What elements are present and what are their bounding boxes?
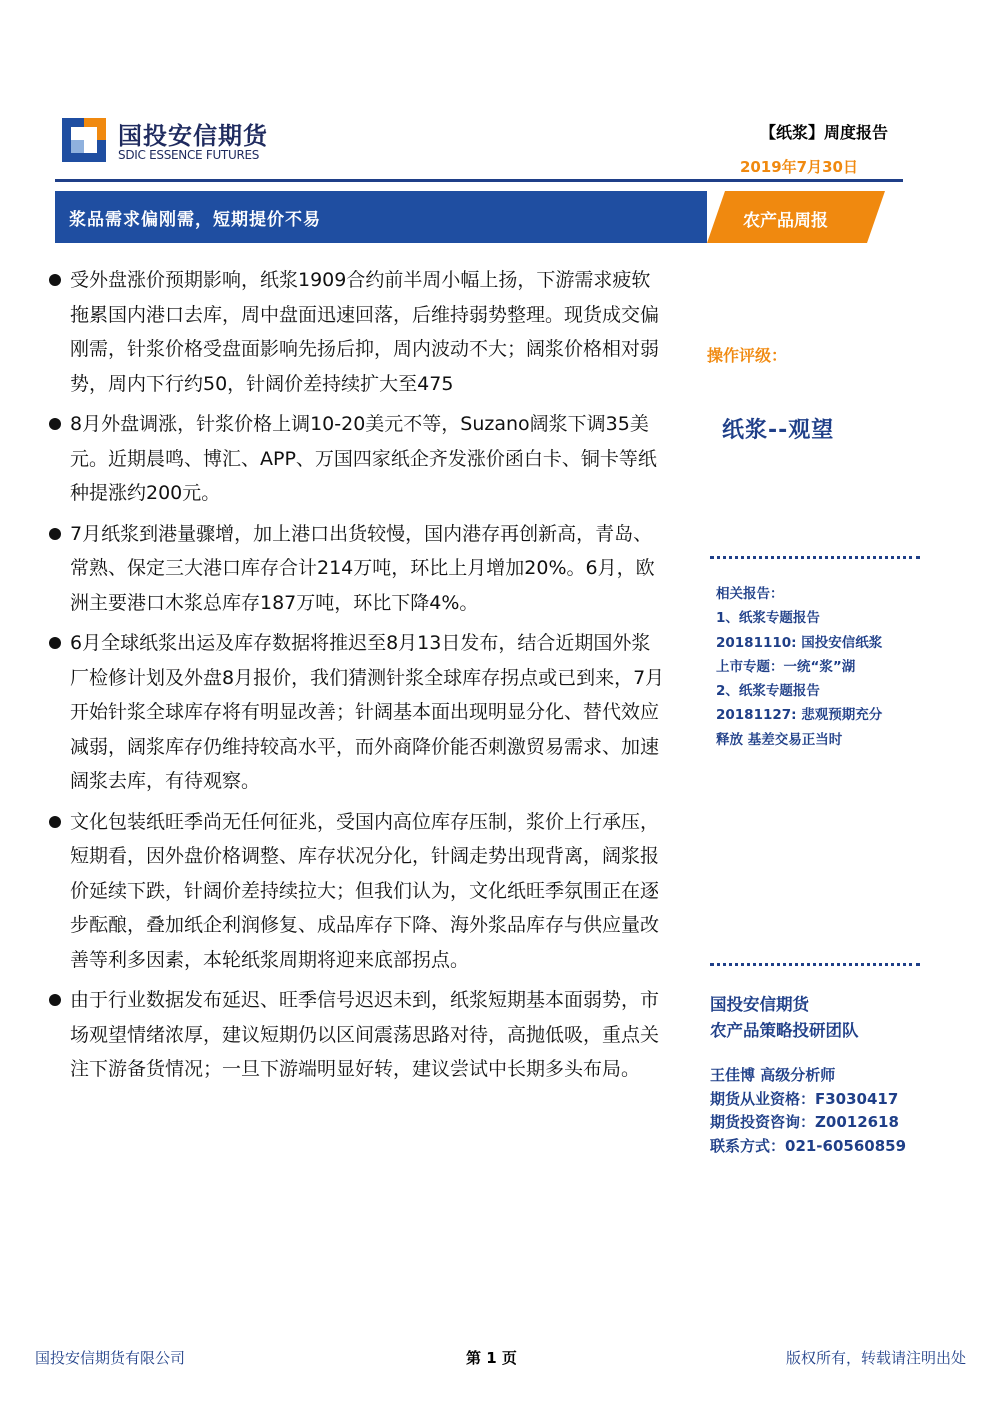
- related-reports-heading: 相关报告：: [716, 586, 784, 602]
- category-tag: [707, 191, 885, 243]
- bullet-dot-icon: [49, 418, 61, 430]
- bullet-dot-icon: [49, 528, 61, 540]
- logo-mark-icon: [62, 118, 106, 162]
- related-report-line: 20181127: 悲观预期充分: [716, 707, 883, 724]
- report-type: 【纸浆】周度报告: [759, 123, 888, 142]
- page-number: 第 1 页: [466, 1349, 517, 1367]
- analyst-license: 期货从业资格：F3030417: [710, 1089, 899, 1108]
- bullet-text: 文化包装纸旺季尚无任何征兆，受国内高位库存压制，浆价上行承压，短期看，因外盘价格调整、库存状况分化，针阔走势出现背离，阔浆报价延续下跌，针阔价差持续拉大；但我们认为，文化纸旺季氛围正在逐步酝酿，叠加纸企利润修复、成品库存下降、海外浆品库存与供应量改善等利多因素，本轮纸浆周期将迎来底部拐点。: [70, 810, 660, 971]
- category-tag-label: 农产品周报: [743, 211, 828, 231]
- footer-company: 国投安信期货有限公司: [35, 1349, 186, 1367]
- bullet-text: 7月纸浆到港量骤增，加上港口出货较慢，国内港存再创新高，青岛、常熟、保定三大港口库存合计214万吨，环比上月增加20%。6月，欧洲主要港口木浆总库存187万吨，环比下降4%。: [70, 522, 655, 614]
- logo-english-name: SDIC ESSENCE FUTURES: [118, 148, 260, 162]
- related-report-line: 2、纸浆专题报告: [716, 683, 820, 700]
- research-team: [710, 992, 859, 1044]
- related-reports: [716, 582, 916, 752]
- report-title: 浆品需求偏刚需，短期提价不易: [69, 210, 321, 230]
- related-report-line: 20181110: 国投安信纸浆: [716, 634, 883, 651]
- analyst-name: 王佳博 高级分析师: [710, 1066, 836, 1084]
- rating-label: 操作评级：: [707, 346, 788, 365]
- related-report-line: 释放 基差交易正当时: [716, 731, 843, 748]
- bullet-text: 6月全球纸浆出运及库存数据将推迟至8月13日发布，结合近期国外浆厂检修计划及外盘8月报价，我们猜测针浆全球库存拐点或已到来，7月开始针浆全球库存将有明显改善；针阔基本面出现明显分化、替代效应减弱，阔浆库存仍维持较高水平，而外商降价能否刺激贸易需求、加速阔浆去库，有待观察。: [70, 632, 665, 792]
- list-item: [46, 407, 668, 511]
- related-report-line: 1、纸浆专题报告: [716, 610, 820, 627]
- list-item: [46, 805, 668, 978]
- sidebar-divider: [710, 963, 920, 966]
- bullet-text: 8月外盘调涨，针浆价格上调10-20美元不等，Suzano阔浆下调35美元。近期晨鸣、博汇、APP、万国四家纸企齐发涨价函白卡、铜卡等纸种提涨约200元。: [70, 413, 657, 504]
- bullet-text: 受外盘涨价预期影响，纸浆1909合约前半周小幅上扬，下游需求疲软拖累国内港口去库，周中盘面迅速回落，后维持弱势整理。现货成交偏刚需，针浆价格受盘面影响先扬后抑，周内波动不大；阔浆价格相对弱势，周内下行约50，针阔价差持续扩大至475: [70, 269, 660, 395]
- bullet-dot-icon: [49, 274, 61, 286]
- header-divider: [55, 179, 903, 182]
- list-item: [46, 626, 668, 799]
- bullet-text: 由于行业数据发布延迟、旺季信号迟迟未到，纸浆短期基本面弱势，市场观望情绪浓厚，建议短期仍以区间震荡思路对待，高抛低吸，重点关注下游备货情况；一旦下游端明显好转，建议尝试中长期多头布局。: [70, 989, 660, 1080]
- team-company: 国投安信期货: [710, 995, 809, 1014]
- bullet-dot-icon: [49, 994, 61, 1006]
- list-item: [46, 983, 668, 1087]
- title-banner: [55, 191, 707, 243]
- team-description: 农产品策略投研团队: [710, 1021, 859, 1040]
- summary-bullet-list: [46, 263, 668, 1093]
- related-report-line: 上市专题：一统“浆”湖: [716, 658, 856, 675]
- company-logo: [62, 114, 282, 166]
- bullet-dot-icon: [49, 816, 61, 828]
- report-date: 2019年7月30日: [739, 158, 858, 176]
- analyst-contact: 联系方式：021-60560859: [710, 1136, 907, 1155]
- footer-copyright: 版权所有，转载请注明出处: [785, 1349, 966, 1367]
- analyst-consult-license: 期货投资咨询：Z0012618: [710, 1113, 899, 1131]
- sidebar-divider: [710, 556, 920, 559]
- list-item: [46, 263, 668, 401]
- bullet-dot-icon: [49, 637, 61, 649]
- logo-chinese-name: 国投安信期货: [118, 122, 268, 150]
- rating-value: 纸浆--观望: [722, 418, 835, 443]
- list-item: [46, 517, 668, 621]
- analyst-info: [710, 1064, 906, 1158]
